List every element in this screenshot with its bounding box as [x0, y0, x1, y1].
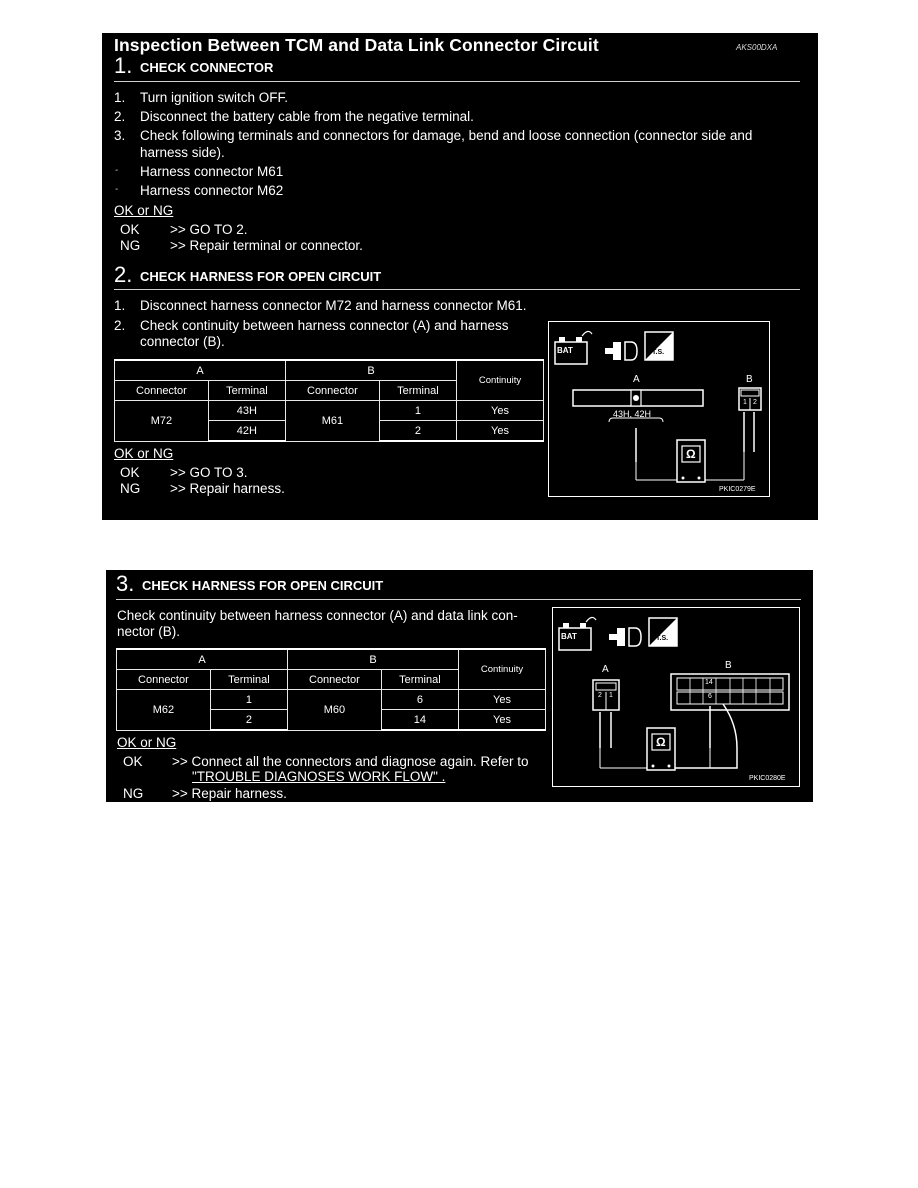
ng-result: >> Repair terminal or connector.: [170, 238, 363, 253]
connector-m62-item: Harness connector M62: [140, 183, 284, 198]
test-icon: T.S.: [652, 349, 665, 356]
col-terminal-a: Terminal: [208, 381, 285, 401]
ok-key: OK: [123, 754, 143, 769]
connector-a-label: A: [602, 664, 609, 675]
step-2-item-2: Check continuity between harness connector (A) and harness: [140, 318, 509, 333]
figure-code: PKIC0279E: [719, 486, 756, 493]
connector-b-cell: M61: [285, 401, 379, 442]
step-1-item-3: Check following terminals and connectors for damage, bend and loose connection (connector side and: [140, 128, 753, 143]
ng-key: NG: [120, 481, 141, 496]
ok-ng-label: OK or NG: [114, 203, 174, 218]
table-row: [115, 401, 544, 421]
continuity-cell: Yes: [459, 710, 546, 731]
list-number: 1.: [114, 90, 126, 105]
ok-result: >> GO TO 3.: [170, 465, 248, 480]
pin-label: 1: [609, 692, 613, 699]
continuity-cell: Yes: [457, 401, 544, 421]
table-head-a: A: [115, 360, 286, 381]
pin-label: 1: [743, 399, 747, 406]
circuit-diagram-3-graphic: [553, 608, 801, 788]
continuity-cell: Yes: [457, 421, 544, 442]
connector-a-cell: M72: [115, 401, 209, 442]
list-number: 3.: [114, 128, 126, 143]
col-terminal-b: Terminal: [381, 670, 458, 690]
step-2-title: CHECK HARNESS FOR OPEN CIRCUIT: [140, 269, 382, 284]
connector-b-cell: M60: [287, 690, 381, 731]
list-number: 2.: [114, 109, 126, 124]
continuity-cell: Yes: [459, 690, 546, 710]
ok-result: >> GO TO 2.: [170, 222, 248, 237]
battery-icon: BAT: [557, 346, 573, 355]
continuity-table-3: [116, 648, 546, 731]
sub-bullet: -: [115, 165, 119, 176]
table-row: [117, 690, 546, 710]
step-1-item-2: Disconnect the battery cable from the negative terminal.: [140, 109, 474, 124]
trouble-diagnoses-link[interactable]: "TROUBLE DIAGNOSES WORK FLOW" .: [192, 769, 446, 784]
step-1-item-3-cont: harness side).: [140, 145, 225, 160]
circuit-diagram-3: [552, 607, 800, 787]
divider: [114, 289, 800, 290]
step-3-intro: Check continuity between harness connector (A) and data link con-: [117, 608, 518, 623]
col-connector-a: Connector: [115, 381, 209, 401]
table-head-b: B: [285, 360, 456, 381]
ng-result: >> Repair harness.: [172, 786, 287, 801]
list-number: 2.: [114, 318, 126, 333]
inspection-panel-2: [106, 570, 813, 802]
col-terminal-a: Terminal: [210, 670, 287, 690]
connector-b-label: B: [746, 374, 753, 385]
pin-label: 2: [598, 692, 602, 699]
step-1-title: CHECK CONNECTOR: [140, 60, 274, 75]
ohmmeter-icon: Ω: [656, 735, 666, 749]
connector-a-cell: M62: [117, 690, 211, 731]
ok-key: OK: [120, 465, 140, 480]
pin-label: 14: [705, 679, 713, 686]
terminal-b-cell: 14: [381, 710, 458, 731]
sub-bullet: -: [115, 184, 119, 195]
step-2-number: 2.: [114, 262, 133, 287]
terminal-b-cell: 6: [381, 690, 458, 710]
step-1-number: 1.: [114, 53, 133, 78]
ng-key: NG: [123, 786, 144, 801]
divider: [116, 599, 801, 600]
connector-a-label: A: [633, 374, 640, 385]
terminal-b-cell: 1: [379, 401, 456, 421]
ohmmeter-icon: Ω: [686, 447, 696, 461]
step-3-number: 3.: [116, 571, 135, 596]
col-connector-b: Connector: [285, 381, 379, 401]
connector-b-label: B: [725, 660, 732, 671]
table-head-continuity: Continuity: [457, 360, 544, 401]
step-3-intro-cont: nector (B).: [117, 624, 181, 639]
list-number: 1.: [114, 298, 126, 313]
terminal-a-cell: 42H: [208, 421, 285, 442]
col-terminal-b: Terminal: [379, 381, 456, 401]
step-2-item-2-cont: connector (B).: [140, 334, 225, 349]
col-connector-b: Connector: [287, 670, 381, 690]
table-head-b: B: [287, 649, 458, 670]
ng-key: NG: [120, 238, 141, 253]
terminal-a-cell: 43H: [208, 401, 285, 421]
terminal-a-cell: 2: [210, 710, 287, 731]
page-title: Inspection Between TCM and Data Link Connector Circuit: [114, 35, 599, 55]
step-2-item-1: Disconnect harness connector M72 and harness connector M61.: [140, 298, 527, 313]
divider: [114, 81, 800, 82]
terminal-a-cell: 1: [210, 690, 287, 710]
step-3-title: CHECK HARNESS FOR OPEN CIRCUIT: [142, 578, 384, 593]
pin-label: 6: [708, 693, 712, 700]
ng-result: >> Repair harness.: [170, 481, 285, 496]
terminals-label: 43H, 42H: [613, 409, 652, 419]
test-icon: T.S.: [656, 635, 669, 642]
ok-ng-label: OK or NG: [117, 735, 177, 750]
table-head-a: A: [117, 649, 288, 670]
inspection-panel-1: [102, 33, 818, 520]
battery-icon: BAT: [561, 632, 577, 641]
circuit-diagram-2: [548, 321, 770, 497]
section-code: AKS00DXA: [736, 43, 778, 52]
ok-result: >> Connect all the connectors and diagnose again. Refer to: [172, 754, 529, 769]
pin-label: 2: [753, 399, 757, 406]
terminal-b-cell: 2: [379, 421, 456, 442]
ok-ng-label: OK or NG: [114, 446, 174, 461]
connector-m61-item: Harness connector M61: [140, 164, 284, 179]
col-connector-a: Connector: [117, 670, 211, 690]
continuity-table-2: [114, 359, 544, 442]
step-1-item-1: Turn ignition switch OFF.: [140, 90, 289, 105]
table-head-continuity: Continuity: [459, 649, 546, 690]
ok-key: OK: [120, 222, 140, 237]
figure-code: PKIC0280E: [749, 775, 786, 782]
